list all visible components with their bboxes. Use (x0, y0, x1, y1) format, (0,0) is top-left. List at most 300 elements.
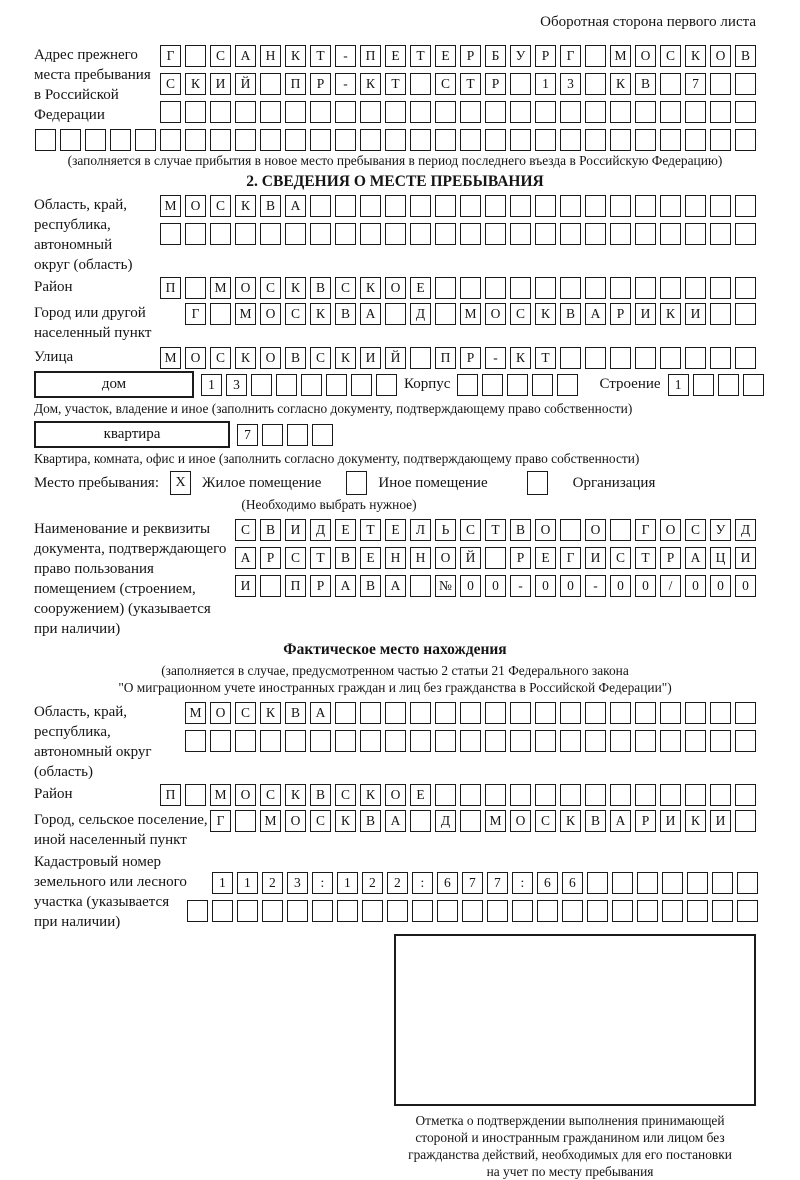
char-cell: В (360, 575, 381, 597)
char-cell (535, 195, 556, 217)
char-cell (712, 872, 733, 894)
char-cell: П (160, 784, 181, 806)
char-cell: С (685, 519, 706, 541)
char-cell: С (510, 303, 531, 325)
apartment-box-label: квартира (34, 421, 230, 448)
char-cell (60, 129, 81, 151)
char-cell: Т (385, 73, 406, 95)
char-cell (360, 101, 381, 123)
char-cell (335, 223, 356, 245)
char-cell (507, 374, 528, 396)
house-box-label: дом (34, 371, 194, 398)
char-cell: О (285, 810, 306, 832)
actual-location-caption-2: "О миграционном учете иностранных граждан и лиц без гражданства в Российской Федерации") (118, 680, 672, 695)
char-cell: - (335, 73, 356, 95)
char-cell (35, 129, 56, 151)
char-cell (460, 810, 481, 832)
char-cell: В (285, 347, 306, 369)
char-cell: К (310, 303, 331, 325)
char-cell: - (585, 575, 606, 597)
prev-address-label: Адрес прежнего места пребывания в Российской Федерации (34, 47, 151, 123)
stay-type-row (34, 471, 756, 495)
char-cell (135, 129, 156, 151)
actual-region-label: Область, край, республика, автономный округ (область) (34, 704, 152, 780)
char-cell: А (360, 303, 381, 325)
char-cell (435, 730, 456, 752)
char-cell: К (235, 347, 256, 369)
char-cell (457, 374, 478, 396)
char-cell: У (710, 519, 731, 541)
char-cell: Е (435, 45, 456, 67)
char-cell (735, 73, 756, 95)
char-cell: Е (535, 547, 556, 569)
stamp-box (394, 934, 756, 1106)
box-row-prev-address-4 (34, 129, 756, 151)
char-cell (735, 347, 756, 369)
char-cell (512, 900, 533, 922)
box-row-actual-city (210, 810, 756, 832)
char-cell (660, 129, 681, 151)
char-cell: 6 (537, 872, 558, 894)
char-cell (735, 702, 756, 724)
char-cell: - (335, 45, 356, 67)
char-cell (435, 129, 456, 151)
char-cell (685, 730, 706, 752)
char-cell (660, 277, 681, 299)
char-cell (610, 195, 631, 217)
char-cell: О (185, 195, 206, 217)
char-cell (460, 277, 481, 299)
city-block (34, 303, 756, 343)
char-cell (585, 45, 606, 67)
char-cell (185, 277, 206, 299)
char-cell (385, 702, 406, 724)
char-cell (735, 810, 756, 832)
char-cell: 3 (560, 73, 581, 95)
char-cell (485, 277, 506, 299)
char-cell: М (160, 347, 181, 369)
char-cell (260, 129, 281, 151)
char-cell: 1 (237, 872, 258, 894)
box-row-actual-district (160, 784, 756, 806)
char-cell: Д (410, 303, 431, 325)
char-cell (535, 730, 556, 752)
house-caption: Дом, участок, владение и иное (заполнить согласно документу, подтверждающему право собственности) (34, 401, 633, 416)
char-cell (587, 900, 608, 922)
char-cell (185, 784, 206, 806)
char-cell: И (710, 810, 731, 832)
char-cell (335, 730, 356, 752)
char-cell: 0 (460, 575, 481, 597)
char-cell (735, 277, 756, 299)
char-cell (710, 277, 731, 299)
actual-district-label: Район (34, 786, 73, 802)
char-cell (560, 195, 581, 217)
char-cell (662, 900, 683, 922)
char-cell: В (335, 547, 356, 569)
char-cell (737, 900, 758, 922)
house-row (34, 371, 756, 398)
char-cell (560, 730, 581, 752)
char-cell: Т (360, 519, 381, 541)
char-cell (610, 347, 631, 369)
apartment-row (34, 421, 756, 448)
char-cell: 7 (462, 872, 483, 894)
char-cell (635, 730, 656, 752)
char-cell (335, 129, 356, 151)
char-cell (635, 702, 656, 724)
char-cell (535, 784, 556, 806)
char-cell (585, 101, 606, 123)
char-cell (310, 129, 331, 151)
char-cell (585, 73, 606, 95)
box-row-apartment (237, 424, 333, 446)
box-row-street (160, 347, 756, 369)
char-cell: В (510, 519, 531, 541)
char-cell (710, 784, 731, 806)
char-cell (743, 374, 764, 396)
char-cell: М (235, 303, 256, 325)
char-cell (235, 810, 256, 832)
char-cell: К (235, 195, 256, 217)
char-cell (260, 575, 281, 597)
char-cell (435, 277, 456, 299)
char-cell: : (312, 872, 333, 894)
char-cell (160, 129, 181, 151)
char-cell (387, 900, 408, 922)
char-cell (351, 374, 372, 396)
char-cell (385, 195, 406, 217)
char-cell (482, 374, 503, 396)
char-cell (435, 101, 456, 123)
char-cell: Е (385, 45, 406, 67)
char-cell (460, 702, 481, 724)
char-cell (510, 101, 531, 123)
char-cell (560, 702, 581, 724)
char-cell (335, 101, 356, 123)
char-cell (535, 129, 556, 151)
char-cell (187, 900, 208, 922)
char-cell: У (510, 45, 531, 67)
char-cell (560, 784, 581, 806)
box-row-actual-region-2 (185, 730, 756, 752)
char-cell (660, 702, 681, 724)
char-cell (360, 129, 381, 151)
prev-address-block (34, 45, 756, 125)
char-cell: - (510, 575, 531, 597)
char-cell (585, 730, 606, 752)
box-row-cadastral-1 (187, 872, 758, 894)
char-cell: С (210, 45, 231, 67)
box-row-document-1 (235, 519, 756, 541)
char-cell: И (660, 810, 681, 832)
char-cell (410, 347, 431, 369)
char-cell (185, 730, 206, 752)
section2-title: 2. СВЕДЕНИЯ О МЕСТЕ ПРЕБЫВАНИЯ (246, 173, 544, 190)
char-cell: Т (460, 73, 481, 95)
char-cell (685, 223, 706, 245)
char-cell (276, 374, 297, 396)
actual-location-caption-1: (заполняется в случае, предусмотренном частью 2 статьи 21 Федерального закона (161, 663, 629, 678)
char-cell: Р (460, 347, 481, 369)
char-cell (660, 784, 681, 806)
char-cell: С (160, 73, 181, 95)
char-cell (437, 900, 458, 922)
char-cell: 1 (668, 374, 689, 396)
char-cell: Т (485, 519, 506, 541)
char-cell (660, 73, 681, 95)
char-cell (262, 424, 283, 446)
char-cell: Ь (435, 519, 456, 541)
char-cell: О (710, 45, 731, 67)
char-cell: И (685, 303, 706, 325)
char-cell: 0 (485, 575, 506, 597)
char-cell (210, 730, 231, 752)
char-cell (685, 347, 706, 369)
char-cell (310, 101, 331, 123)
char-cell: В (260, 195, 281, 217)
char-cell: А (235, 45, 256, 67)
char-cell (210, 129, 231, 151)
char-cell: 0 (635, 575, 656, 597)
char-cell (585, 129, 606, 151)
char-cell: В (285, 702, 306, 724)
char-cell: П (435, 347, 456, 369)
char-cell (412, 900, 433, 922)
char-cell (460, 195, 481, 217)
char-cell (485, 547, 506, 569)
stamp-area (384, 934, 756, 1180)
char-cell (310, 195, 331, 217)
char-cell: О (185, 347, 206, 369)
char-cell: Г (160, 45, 181, 67)
char-cell: Д (310, 519, 331, 541)
box-row-korpus (457, 374, 578, 396)
char-cell (610, 129, 631, 151)
char-cell: 0 (560, 575, 581, 597)
char-cell: В (560, 303, 581, 325)
char-cell (735, 303, 756, 325)
char-cell (712, 900, 733, 922)
char-cell (610, 730, 631, 752)
char-cell: А (385, 810, 406, 832)
char-cell (510, 277, 531, 299)
char-cell (610, 277, 631, 299)
char-cell (460, 223, 481, 245)
char-cell: М (185, 702, 206, 724)
char-cell: О (585, 519, 606, 541)
char-cell: Р (485, 73, 506, 95)
char-cell: Р (610, 303, 631, 325)
actual-district-block (34, 784, 756, 806)
char-cell (710, 73, 731, 95)
char-cell: Е (335, 519, 356, 541)
char-cell: Г (635, 519, 656, 541)
char-cell: И (635, 303, 656, 325)
char-cell (435, 303, 456, 325)
char-cell: С (435, 73, 456, 95)
char-cell (610, 784, 631, 806)
char-cell (612, 900, 633, 922)
district-block (34, 277, 756, 299)
char-cell (685, 195, 706, 217)
char-cell (710, 129, 731, 151)
char-cell (735, 195, 756, 217)
char-cell: М (160, 195, 181, 217)
char-cell: Й (385, 347, 406, 369)
char-cell (685, 129, 706, 151)
char-cell: К (360, 73, 381, 95)
char-cell (260, 223, 281, 245)
char-cell (235, 730, 256, 752)
box-row-prev-address-1 (160, 45, 756, 67)
char-cell (510, 73, 531, 95)
box-row-prev-address-2 (160, 73, 756, 95)
char-cell: О (210, 702, 231, 724)
char-cell (410, 195, 431, 217)
char-cell: 2 (362, 872, 383, 894)
char-cell: К (660, 303, 681, 325)
char-cell: О (385, 277, 406, 299)
char-cell: 3 (287, 872, 308, 894)
char-cell: К (360, 784, 381, 806)
char-cell: Д (735, 519, 756, 541)
char-cell (710, 195, 731, 217)
char-cell: М (460, 303, 481, 325)
char-cell: А (585, 303, 606, 325)
char-cell: 1 (337, 872, 358, 894)
char-cell (360, 730, 381, 752)
char-cell: О (485, 303, 506, 325)
char-cell (460, 129, 481, 151)
char-cell (585, 784, 606, 806)
stay-option-other-premises-label: Иное помещение (378, 474, 488, 491)
char-cell: П (285, 73, 306, 95)
char-cell: : (412, 872, 433, 894)
char-cell (310, 730, 331, 752)
char-cell: Г (560, 45, 581, 67)
char-cell (560, 223, 581, 245)
char-cell (687, 872, 708, 894)
char-cell: № (435, 575, 456, 597)
char-cell (462, 900, 483, 922)
char-cell (385, 303, 406, 325)
checkbox-organization (527, 471, 548, 495)
char-cell (735, 223, 756, 245)
char-cell (718, 374, 739, 396)
char-cell: К (360, 277, 381, 299)
char-cell: М (210, 277, 231, 299)
stroenie-label: Строение (599, 376, 661, 392)
char-cell: 1 (201, 374, 222, 396)
char-cell (285, 223, 306, 245)
char-cell (735, 129, 756, 151)
char-cell (485, 223, 506, 245)
char-cell (635, 347, 656, 369)
char-cell: А (385, 575, 406, 597)
char-cell: П (160, 277, 181, 299)
char-cell (635, 129, 656, 151)
char-cell (485, 101, 506, 123)
char-cell (560, 129, 581, 151)
char-cell: К (260, 702, 281, 724)
char-cell (285, 129, 306, 151)
document-label: Наименование и реквизиты документа, подтверждающего право пользования помещением (строением, сооружением) (указывается при наличии) (34, 521, 227, 637)
char-cell (510, 129, 531, 151)
char-cell (660, 101, 681, 123)
char-cell: Н (385, 547, 406, 569)
char-cell (235, 129, 256, 151)
box-row-city (185, 303, 756, 325)
char-cell: К (685, 45, 706, 67)
char-cell (560, 101, 581, 123)
char-cell (710, 101, 731, 123)
char-cell (485, 195, 506, 217)
char-cell (235, 101, 256, 123)
char-cell (262, 900, 283, 922)
char-cell (635, 277, 656, 299)
char-cell (735, 784, 756, 806)
char-cell: К (285, 45, 306, 67)
char-cell (610, 223, 631, 245)
box-row-document-3 (235, 575, 756, 597)
char-cell (685, 101, 706, 123)
stamp-caption: Отметка о подтверждении выполнения принимающей стороной и иностранным гражданином или лицом без гражданства действий, необходимых для его постановки на учет по месту пребывания (408, 1113, 732, 1179)
city-label: Город или другой населенный пункт (34, 305, 152, 341)
char-cell (557, 374, 578, 396)
char-cell (185, 129, 206, 151)
char-cell (585, 277, 606, 299)
char-cell (285, 730, 306, 752)
char-cell (460, 730, 481, 752)
char-cell: Р (635, 810, 656, 832)
char-cell: С (235, 519, 256, 541)
char-cell: 3 (226, 374, 247, 396)
char-cell (710, 702, 731, 724)
char-cell: С (335, 784, 356, 806)
actual-region-block (34, 702, 756, 782)
char-cell (385, 223, 406, 245)
char-cell: И (585, 547, 606, 569)
char-cell: И (210, 73, 231, 95)
char-cell: К (685, 810, 706, 832)
char-cell (251, 374, 272, 396)
char-cell (585, 223, 606, 245)
char-cell: С (335, 277, 356, 299)
char-cell: 0 (735, 575, 756, 597)
char-cell (660, 730, 681, 752)
char-cell (637, 872, 658, 894)
prev-address-caption: (заполняется в случае прибытия в новое место пребывания в период последнего въезда в Российскую Федерацию) (67, 153, 723, 168)
char-cell (460, 101, 481, 123)
char-cell: О (660, 519, 681, 541)
char-cell: С (660, 45, 681, 67)
char-cell: О (435, 547, 456, 569)
char-cell (337, 900, 358, 922)
char-cell (160, 101, 181, 123)
char-cell: Р (310, 575, 331, 597)
char-cell (510, 730, 531, 752)
char-cell: Й (235, 73, 256, 95)
char-cell: К (510, 347, 531, 369)
char-cell: П (285, 575, 306, 597)
char-cell (310, 223, 331, 245)
char-cell (460, 784, 481, 806)
char-cell: А (235, 547, 256, 569)
char-cell (662, 872, 683, 894)
char-cell: К (610, 73, 631, 95)
char-cell: О (510, 810, 531, 832)
